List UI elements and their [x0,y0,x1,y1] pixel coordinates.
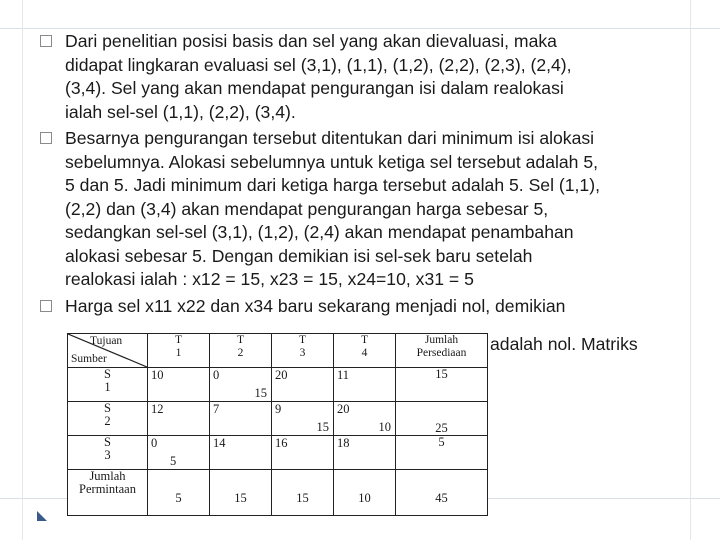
supply-header-cell [396,334,488,368]
allocation-cell [334,436,396,470]
table-row [68,436,488,470]
source-label-bottom: 1 [104,380,111,394]
demand-row [68,470,488,516]
bullet-square-icon [40,35,52,47]
bullet-item-1 [40,30,695,124]
allocation-cell [148,402,210,436]
bullet-item-3 [40,295,695,319]
cost-value: 12 [151,402,164,416]
cost-value: 18 [337,436,350,450]
cost-value: 0 [213,368,220,382]
bullet-item-2 [40,127,695,292]
bullet-line: realokasi ialah : x12 = 15, x23 = 15, x24=10, x31 = 5 [65,269,474,289]
trailing-text: adalah nol. Matriks [490,334,638,354]
allocation-cell [334,402,396,436]
slide-nav-icon[interactable] [36,510,48,522]
cost-value: 20 [275,368,288,382]
table-row [68,402,488,436]
allocation-cell [272,368,334,402]
bullet-line: 5 dan 5. Jadi minimum dari ketiga harga tersebut adalah 5. Sel (1,1), [65,175,600,195]
demand-cell: 5 [148,470,210,516]
supply-cell: 5 [396,436,488,470]
bullet-line: sebelumnya. Alokasi sebelumnya untuk ketiga sel tersebut adalah 5, [65,151,599,172]
cost-value: 14 [213,436,226,450]
dest-header-bottom: 3 [299,347,306,359]
cost-value: 0 [151,436,158,450]
dest-header-top: T [236,334,245,346]
dest-header-cell [210,334,272,368]
source-cell [68,436,148,470]
cost-value: 10 [151,368,164,382]
dest-header-cell [334,334,396,368]
alloc-value: 15 [316,420,329,434]
dest-header-bottom: 2 [237,347,244,359]
dest-header-cell [272,334,334,368]
cost-value: 7 [213,402,220,416]
source-label-bottom: 2 [104,414,111,428]
bullet-line: (2,2) dan (3,4) akan mendapat pengurangan harga sebesar 5, [65,198,549,219]
allocation-cell [272,402,334,436]
demand-label-cell [68,470,148,516]
ruled-line [22,0,23,540]
ruled-line [0,28,720,29]
bullet-line: sedangkan sel-sel (3,1), (1,2), (2,4) akan mendapat penambahan [65,222,574,242]
bullet-square-icon [40,132,52,144]
bullet-square-icon [40,300,52,312]
table-row [68,368,488,402]
source-cell [68,368,148,402]
corner-label-source: Sumber [71,353,107,365]
source-label-top: S [104,401,111,415]
supply-cell: 15 [396,368,488,402]
demand-cell: 15 [272,470,334,516]
dest-header-bottom: 4 [361,347,368,359]
allocation-cell [210,436,272,470]
demand-label-line: Permintaan [79,482,136,496]
supply-cell: 25 [396,402,488,436]
demand-label-line: Jumlah [89,469,126,483]
alloc-value: 5 [170,454,177,468]
allocation-cell [272,436,334,470]
demand-cell: 10 [334,470,396,516]
source-label-bottom: 3 [104,448,111,462]
allocation-cell [148,368,210,402]
cost-value: 11 [337,368,350,382]
allocation-cell [210,368,272,402]
slide-content [40,30,695,321]
source-cell [68,402,148,436]
cost-value: 20 [337,402,350,416]
alloc-value: 10 [378,420,391,434]
bullet-line: didapat lingkaran evaluasi sel (3,1), (1,1), (1,2), (2,2), (2,3), (2,4), [65,54,572,75]
cost-value: 9 [275,402,282,416]
alloc-value: 15 [254,386,267,400]
cost-value: 16 [275,436,288,450]
dest-header-top: T [360,334,369,346]
supply-header-line: Persediaan [416,347,467,359]
allocation-cell [334,368,396,402]
source-label-top: S [104,435,111,449]
source-label-top: S [104,367,111,381]
bullet-line: Harga sel x11 x22 dan x34 baru sekarang menjadi nol, demikian [65,295,566,316]
dest-header-cell [148,334,210,368]
bullet-line: Besarnya pengurangan tersebut ditentukan dari minimum isi alokasi [65,128,595,148]
bullet-line: ialah sel-sel (1,1), (2,2), (3,4). [65,101,296,122]
bullet-line: Dari penelitian posisi basis dan sel yang akan dievaluasi, maka [65,31,557,51]
demand-cell: 15 [210,470,272,516]
supply-header-line: Jumlah [424,334,459,346]
allocation-cell [210,402,272,436]
dest-header-top: T [298,334,307,346]
dest-header-bottom: 1 [175,347,182,359]
bullet-line: (3,4). Sel yang akan mendapat pengurangan isi dalam realokasi [65,78,564,98]
dest-header-top: T [174,334,183,346]
transport-table [67,333,487,516]
bullet-line: alokasi sebesar 5. Dengan demikian isi sel-sek baru setelah [65,245,533,266]
corner-header-cell [68,334,148,368]
corner-label-destination: Tujuan [90,335,123,347]
total-cell: 45 [396,470,488,516]
allocation-cell [148,436,210,470]
